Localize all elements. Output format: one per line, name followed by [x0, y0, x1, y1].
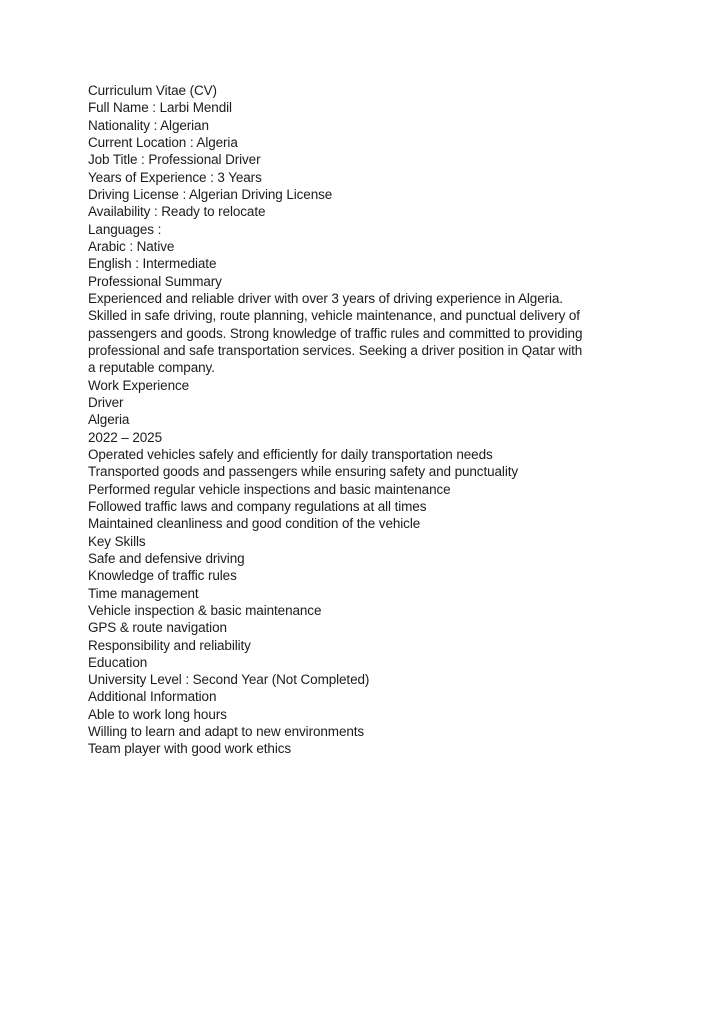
field-nationality: Nationality : Algerian — [88, 117, 209, 133]
field-driving-license: Driving License : Algerian Driving License — [88, 186, 333, 202]
cv-header-section — [88, 82, 684, 221]
duty-line: Operated vehicles safely and efficiently for daily transportation needs — [88, 446, 493, 462]
languages-heading: Languages : — [88, 221, 162, 237]
summary-line: Skilled in safe driving, route planning, vehicle maintenance, and punctual delivery of — [88, 308, 580, 324]
skill-line: GPS & route navigation — [88, 620, 227, 636]
duty-line: Performed regular vehicle inspections and basic maintenance — [88, 481, 451, 497]
education-line: University Level : Second Year (Not Completed) — [88, 672, 370, 688]
summary-line: professional and safe transportation services. Seeking a driver position in Qatar with — [88, 342, 583, 358]
skill-line: Responsibility and reliability — [88, 637, 251, 653]
language-arabic: Arabic : Native — [88, 238, 175, 254]
education-section — [88, 654, 684, 689]
duty-line: Maintained cleanliness and good condition of the vehicle — [88, 516, 421, 532]
job-title: Driver — [88, 394, 124, 410]
additional-info-line: Willing to learn and adapt to new environments — [88, 724, 365, 740]
languages-section — [88, 221, 684, 273]
key-skills-section — [88, 533, 684, 654]
work-experience-heading: Work Experience — [88, 377, 190, 393]
summary-heading: Professional Summary — [88, 273, 222, 289]
skill-line: Vehicle inspection & basic maintenance — [88, 602, 322, 618]
skill-line: Safe and defensive driving — [88, 550, 245, 566]
field-years-experience: Years of Experience : 3 Years — [88, 169, 262, 185]
skill-line: Knowledge of traffic rules — [88, 568, 237, 584]
key-skills-heading: Key Skills — [88, 533, 146, 549]
summary-line: a reputable company. — [88, 360, 215, 376]
additional-info-line: Team player with good work ethics — [88, 741, 292, 757]
duty-line: Transported goods and passengers while ensuring safety and punctuality — [88, 464, 519, 480]
cv-title: Curriculum Vitae (CV) — [88, 83, 217, 98]
additional-info-line: Able to work long hours — [88, 706, 227, 722]
field-current-location: Current Location : Algeria — [88, 134, 238, 150]
field-availability: Availability : Ready to relocate — [88, 204, 266, 220]
additional-information-heading: Additional Information — [88, 689, 217, 705]
language-english: English : Intermediate — [88, 256, 217, 272]
job-location: Algeria — [88, 412, 130, 428]
work-experience-section — [88, 377, 684, 533]
professional-summary-section — [88, 273, 684, 377]
field-full-name: Full Name : Larbi Mendil — [88, 100, 232, 116]
job-period: 2022 – 2025 — [88, 429, 162, 445]
skill-line: Time management — [88, 585, 199, 601]
field-job-title: Job Title : Professional Driver — [88, 152, 261, 168]
additional-information-section — [88, 688, 684, 757]
duty-line: Followed traffic laws and company regulations at all times — [88, 498, 427, 514]
education-heading: Education — [88, 654, 148, 670]
summary-line: Experienced and reliable driver with over 3 years of driving experience in Algeria. — [88, 290, 563, 306]
summary-line: passengers and goods. Strong knowledge of traffic rules and committed to providing — [88, 325, 583, 341]
